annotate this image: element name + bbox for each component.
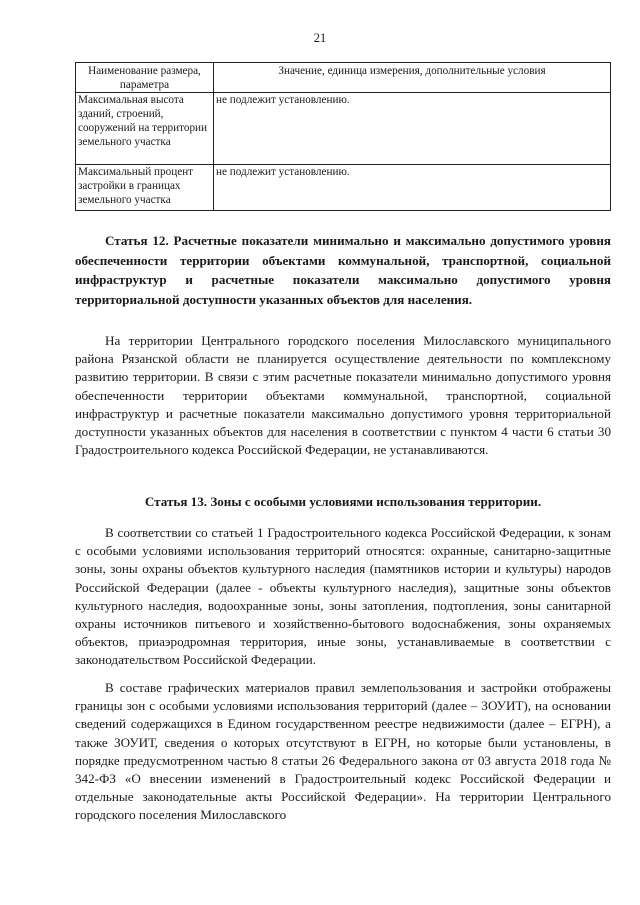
parameter-name: Максимальная высота зданий, строений, сооружений на территории земельного участка [76,93,214,165]
parameter-value: не подлежит установлению. [214,165,611,211]
article-13-title: Статья 13. Зоны с особыми условиями использования территории. [144,494,542,509]
table-row [76,165,611,211]
article-13-paragraph-2: В составе графических материалов правил землепользования и застройки отображены границы зон с особыми условиями использования территорий (далее – ЗОУИТ), на основании сведений содержащихся в Едином государственном реестре недвижимости (далее – ЕГРН), а также ЗОУИТ, сведения о которых отсутствуют в ЕГРН, но которые были установлены, в порядке предусмотренном частью 8 статьи 26 Федерального закона от 03 августа 2018 года № 342-ФЗ «О внесении изменений в Градостроительный кодекс Российской Федерации и отдельные законодательные акты Российской Федерации». На территории Центрального городского поселения Милославского [75,680,611,823]
parameters-table [75,62,611,211]
article-12-paragraph: На территории Центрального городского поселения Милославского муниципального района Рязанской области не планируется осуществление деятельности по комплексному развитию территории. В связи с этим расчетные показатели минимально допустимого уровня обеспеченности территории объектами коммунальной, транспортной, социальной инфраструктур и расчетные показатели максимально допустимого уровня территориальной доступности указанных объектов для населения в соответствии с пунктом 4 части 6 статьи 30 Градостроительного кодекса Российской Федерации, не устанавливаются. [75,333,611,458]
header-parameter-value: Значение, единица измерения, дополнительные условия [214,63,611,93]
header-parameter-name: Наименование размера, параметра [76,63,214,93]
article-13-paragraph-1: В соответствии со статьей 1 Градостроительного кодекса Российской Федерации, к зонам с особыми условиями использования территорий относятся: охранные, санитарно-защитные зоны, зоны охраны объектов культурного наследия (памятников истории и культуры) народов Российской Федерации (далее - объекты культурного наследия), защитные зоны объектов культурного наследия, водоохранные зоны, зоны затопления, подтопления, зоны санитарной охраны источников питьевого и хозяйственно-бытового водоснабжения, зоны охраняемых объектов, приаэродромная территория, иные зоны, устанавливаемые в соответствии с законодательством Российской Федерации. [75,525,611,668]
parameter-value: не подлежит установлению. [214,93,611,165]
article-12-title: Статья 12. Расчетные показатели минимально и максимально допустимого уровня обеспеченности территории объектами коммунальной, транспортной, социальной инфраструктур и расчетные показатели максимально допустимого уровня территориальной доступности указанных объектов для населения. [75,233,611,307]
table-header-row [76,63,611,93]
page-number: 21 [313,31,327,45]
parameter-name: Максимальный процент застройки в границах земельного участка [76,165,214,211]
table-row [76,93,611,165]
